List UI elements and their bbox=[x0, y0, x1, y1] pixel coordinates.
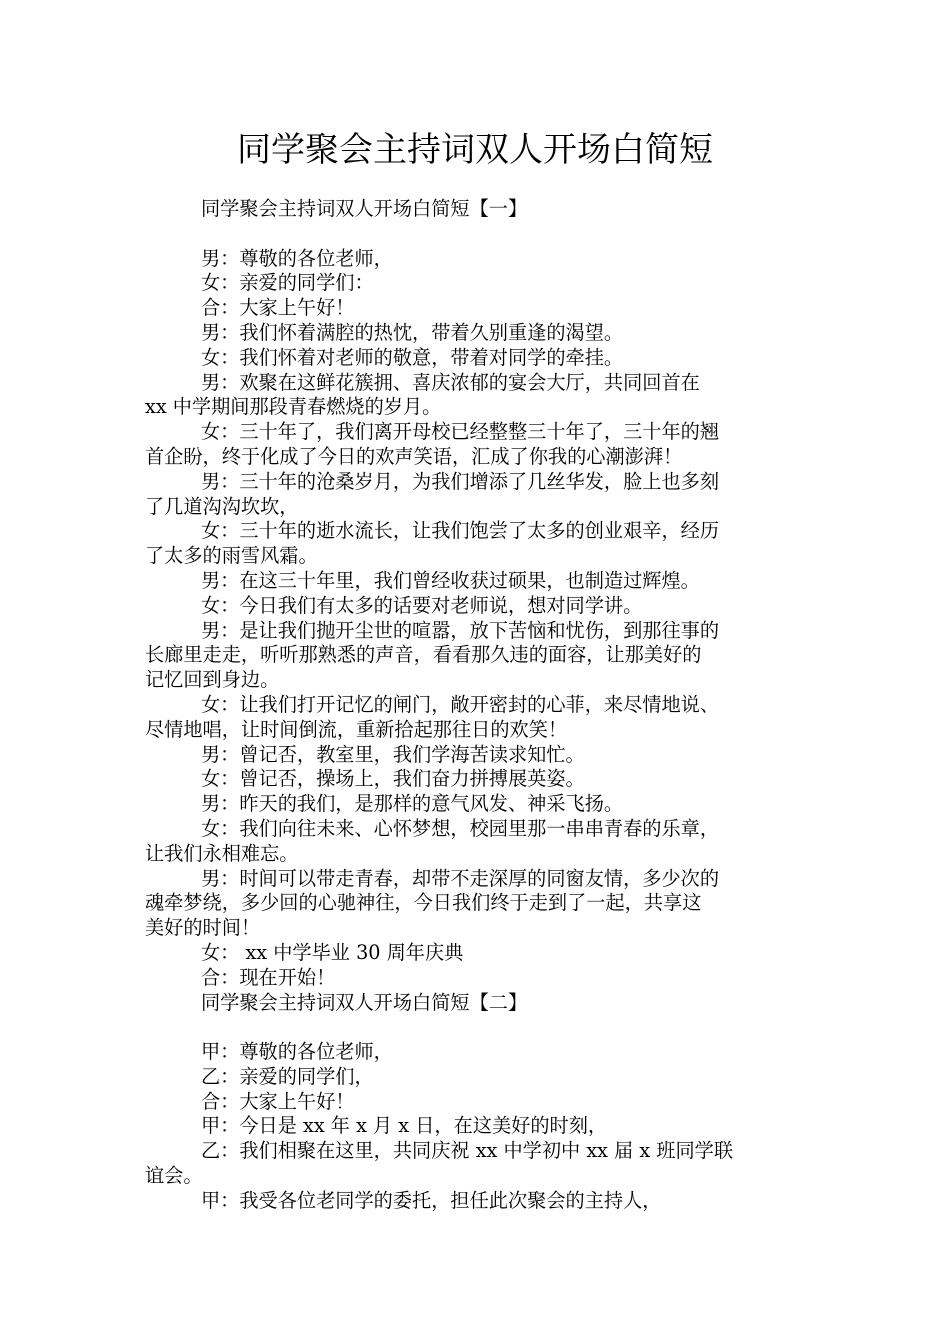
text-line: 合：大家上午好！ bbox=[201, 1089, 355, 1113]
text-line: 女：三十年的逝水流长，让我们饱尝了太多的创业艰辛，经历 bbox=[201, 519, 720, 543]
text-line: 男：是让我们抛开尘世的喧嚣，放下苦恼和忧伤，到那往事的 bbox=[201, 618, 720, 642]
text-line: 合：现在开始！ bbox=[201, 965, 336, 989]
section-heading: 同学聚会主持词双人开场白简短【二】 bbox=[201, 990, 528, 1014]
document-title: 同学聚会主持词双人开场白简短 bbox=[237, 130, 713, 170]
text-line: 首企盼，终于化成了今日的欢声笑语，汇成了你我的心潮澎湃！ bbox=[145, 444, 683, 468]
text-line: 女：我们怀着对老师的敬意，带着对同学的牵挂。 bbox=[201, 345, 624, 369]
text-line: 魂牵梦绕，多少回的心驰神往，今日我们终于走到了一起，共享这 bbox=[145, 891, 702, 915]
text-line: 女：亲爱的同学们： bbox=[201, 271, 374, 295]
text-line: 男：时间可以带走青春，却带不走深厚的同窗友情，多少次的 bbox=[201, 866, 720, 890]
text-line: 男：尊敬的各位老师， bbox=[201, 246, 393, 270]
document-body bbox=[145, 197, 807, 1214]
text-line: 男：昨天的我们，是那样的意气风发、神采飞扬。 bbox=[201, 792, 624, 816]
text-line: 让我们永相难忘。 bbox=[145, 841, 299, 865]
text-line: 男：三十年的沧桑岁月，为我们增添了几丝华发，脸上也多刻 bbox=[201, 469, 720, 493]
text-line: 女：我们向往未来、心怀梦想，校园里那一串串青春的乐章， bbox=[201, 816, 720, 840]
text-line: xx 中学期间那段青春燃烧的岁月。 bbox=[145, 395, 442, 419]
text-line: 甲：尊敬的各位老师， bbox=[201, 1040, 393, 1064]
text-line: 男：在这三十年里，我们曾经收获过硕果，也制造过辉煌。 bbox=[201, 568, 700, 592]
text-line: 男：欢聚在这鲜花簇拥、喜庆浓郁的宴会大厅，共同回首在 bbox=[201, 370, 700, 394]
text-line: 长廊里走走，听听那熟悉的声音，看看那久违的面容，让那美好的 bbox=[145, 643, 702, 667]
text-line: 尽情地唱，让时间倒流，重新拾起那往日的欢笑！ bbox=[145, 717, 568, 741]
text-line: 美好的时间！ bbox=[145, 916, 261, 940]
section-heading: 同学聚会主持词双人开场白简短【一】 bbox=[201, 197, 528, 220]
text-line: 女：三十年了，我们离开母校已经整整三十年了，三十年的翘 bbox=[201, 420, 720, 444]
text-line: 男：曾记否，教室里，我们学海苦读求知忙。 bbox=[201, 742, 585, 766]
text-line: 乙：我们相聚在这里，共同庆祝 xx 中学初中 xx 届 x 班同学联 bbox=[201, 1139, 734, 1163]
text-line: 女：让我们打开记忆的闸门，敞开密封的心菲，来尽情地说、 bbox=[201, 692, 720, 716]
text-line: 记忆回到身边。 bbox=[145, 668, 280, 692]
text-line: 了几道沟沟坎坎， bbox=[145, 494, 299, 518]
text-line: 甲：我受各位老同学的委托，担任此次聚会的主持人， bbox=[201, 1188, 662, 1212]
text-line: 女：曾记否，操场上，我们奋力拼搏展英姿。 bbox=[201, 767, 585, 791]
text-line: 男：我们怀着满腔的热忱，带着久别重逢的渴望。 bbox=[201, 320, 624, 344]
text-line: 乙：亲爱的同学们， bbox=[201, 1064, 374, 1088]
text-line: 合：大家上午好！ bbox=[201, 296, 355, 320]
text-line: 甲：今日是 xx 年 x 月 x 日，在这美好的时刻， bbox=[201, 1114, 608, 1138]
text-line: 女：今日我们有太多的话要对老师说，想对同学讲。 bbox=[201, 593, 643, 617]
text-line: 谊会。 bbox=[145, 1164, 203, 1188]
text-line: 女： xx 中学毕业 30 周年庆典 bbox=[201, 940, 464, 964]
text-line: 了太多的雨雪风霜。 bbox=[145, 544, 318, 568]
